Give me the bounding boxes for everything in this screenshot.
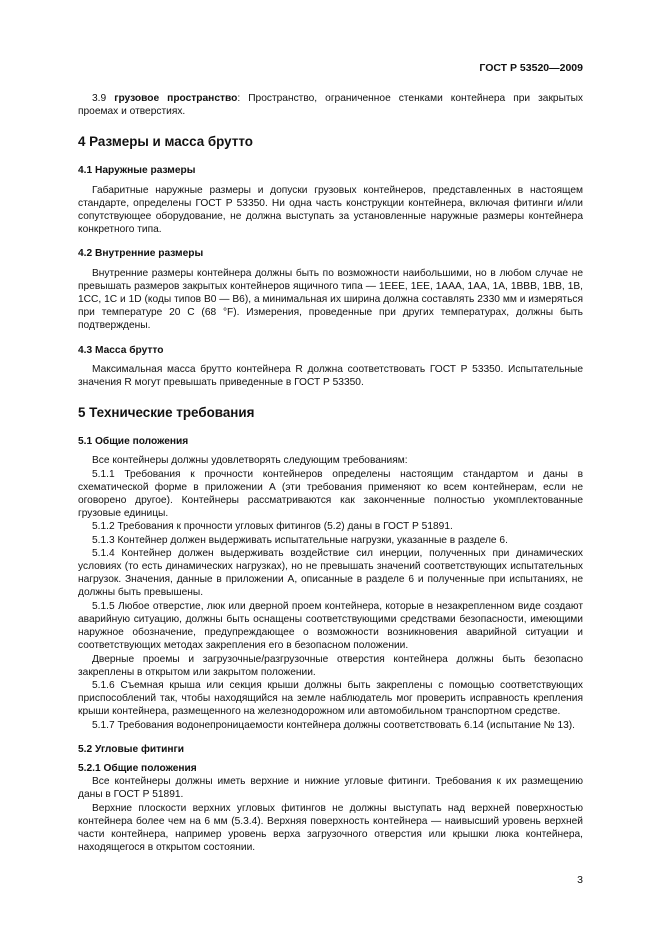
clause-5-1-3: 5.1.3 Контейнер должен выдерживать испытательные нагрузки, указанные в разделе 6. (92, 534, 508, 546)
clause-5-1-1: 5.1.1 Требования к прочности контейнеров определены настоящим стандартом и даны в схематической форме в приложении А (эти требования применяют ко всем контейнерам, если не оговорено другое). Контейнеры рассматриваются как законченные полностью укомплектованные грузовые единицы. (78, 468, 583, 520)
section-5-2-1-text-1: Все контейнеры должны иметь верхние и нижние угловые фитинги. Требования к их размещению даны в ГОСТ Р 51891. (78, 776, 583, 801)
clause-3-9 (78, 92, 583, 118)
clause-5-1-4: 5.1.4 Контейнер должен выдерживать воздействие сил инерции, полученных при динамических условиях (то есть динамических нагрузках), но не превышать значений соответствующих испытательных нагрузок. Значения, данные в приложении А, описанные в разделе 6 и полученные при испытаниях, не должны быть превышены. (78, 547, 583, 599)
section-4-2-text: Внутренние размеры контейнера должны быть по возможности наибольшими, но в любом случае не превышать размеров закрытых контейнеров ящичного типа — 1EEE, 1EE, 1AAA, 1AA, 1A, 1BBB, 1BB, 1B, 1CC, 1C и 1D (коды типов B0 — B6), а минимальная их ширина должна составлять 2330 мм и измеряться при температуре 20 C (68 °F). Измерения, проведенные при других температурах, должны быть подтверждены. (78, 267, 583, 332)
section-4-3-title: 4.3 Масса брутто (78, 344, 164, 356)
clause-text: : Пространство, ограниченное стенками контейнера при закрытых проемах и отверстиях. (78, 93, 583, 118)
section-4-2-title: 4.2 Внутренние размеры (78, 248, 204, 260)
clause-5-1-5-b: Дверные проемы и загрузочные/разгрузочные отверстия контейнера должны быть безопасно закреплены в открытом или закрытом положении. (78, 653, 583, 678)
section-4-1-text: Габаритные наружные размеры и допуски грузовых контейнеров, представленных в настоящем стандарте, определены ГОСТ Р 53350. Ни одна часть конструкции контейнера, включая фитинги и/или сопутствующее оборудование, не должна выступать за установленные наружные размеры контейнера конкретного типа. (78, 184, 583, 236)
clause-5-1-6: 5.1.6 Съемная крыша или секция крыши должны быть закреплены с помощью соответствующих приспособлений так, чтобы находящийся на земле наблюдатель мог проверить исправность крепления крыши контейнера, размещенного на железнодорожном или автомобильном транспортном средстве. (78, 679, 583, 718)
page-number: 3 (577, 874, 583, 886)
document-body (78, 92, 583, 854)
section-5-1-intro: Все контейнеры должны удовлетворять следующим требованиям: (92, 455, 408, 467)
standard-number: ГОСТ Р 53520—2009 (479, 62, 583, 74)
section-4-3-text: Максимальная масса брутто контейнера R должна соответствовать ГОСТ Р 53350. Испытательные значения R могут превышать приведенные в ГОСТ Р 53350. (78, 363, 583, 389)
clause-5-1-2: 5.1.2 Требования к прочности угловых фитингов (5.2) даны в ГОСТ Р 51891. (92, 521, 453, 533)
section-5-2-1-text-2: Верхние плоскости верхних угловых фитингов не должны выступать над верхней поверхностью контейнера более чем на 6 мм (5.3.4). Верхняя поверхность контейнера — наивысший уровень верхней части контейнера, например уровень верха загрузочного отверстия или крышки люка контейнера, находящегося в открытом состоянии. (78, 802, 583, 854)
section-4-title: 4 Размеры и масса брутто (78, 134, 253, 150)
section-5-2-title: 5.2 Угловые фитинги (78, 743, 185, 755)
clause-5-1-7: 5.1.7 Требования водонепроницаемости контейнера должны соответствовать 6.14 (испытание № 13). (92, 719, 575, 731)
section-5-2-1-title: 5.2.1 Общие положения (78, 762, 197, 774)
section-4-1-title: 4.1 Наружные размеры (78, 165, 196, 177)
clause-number: 3.9 (92, 93, 107, 104)
section-5-title: 5 Технические требования (78, 405, 255, 421)
section-5-1-title: 5.1 Общие положения (78, 436, 189, 448)
term: грузовое пространство (114, 93, 238, 104)
clause-5-1-5: 5.1.5 Любое отверстие, люк или дверной проем контейнера, которые в незакрепленном виде создают аварийную ситуацию, должны быть оснащены соответствующими средствами безопасности, имеющими наружное обозначение, предупреждающее о возможности возникновения аварийной ситуации и соответствующих методах закрепления его в безопасном положении. (78, 600, 583, 652)
